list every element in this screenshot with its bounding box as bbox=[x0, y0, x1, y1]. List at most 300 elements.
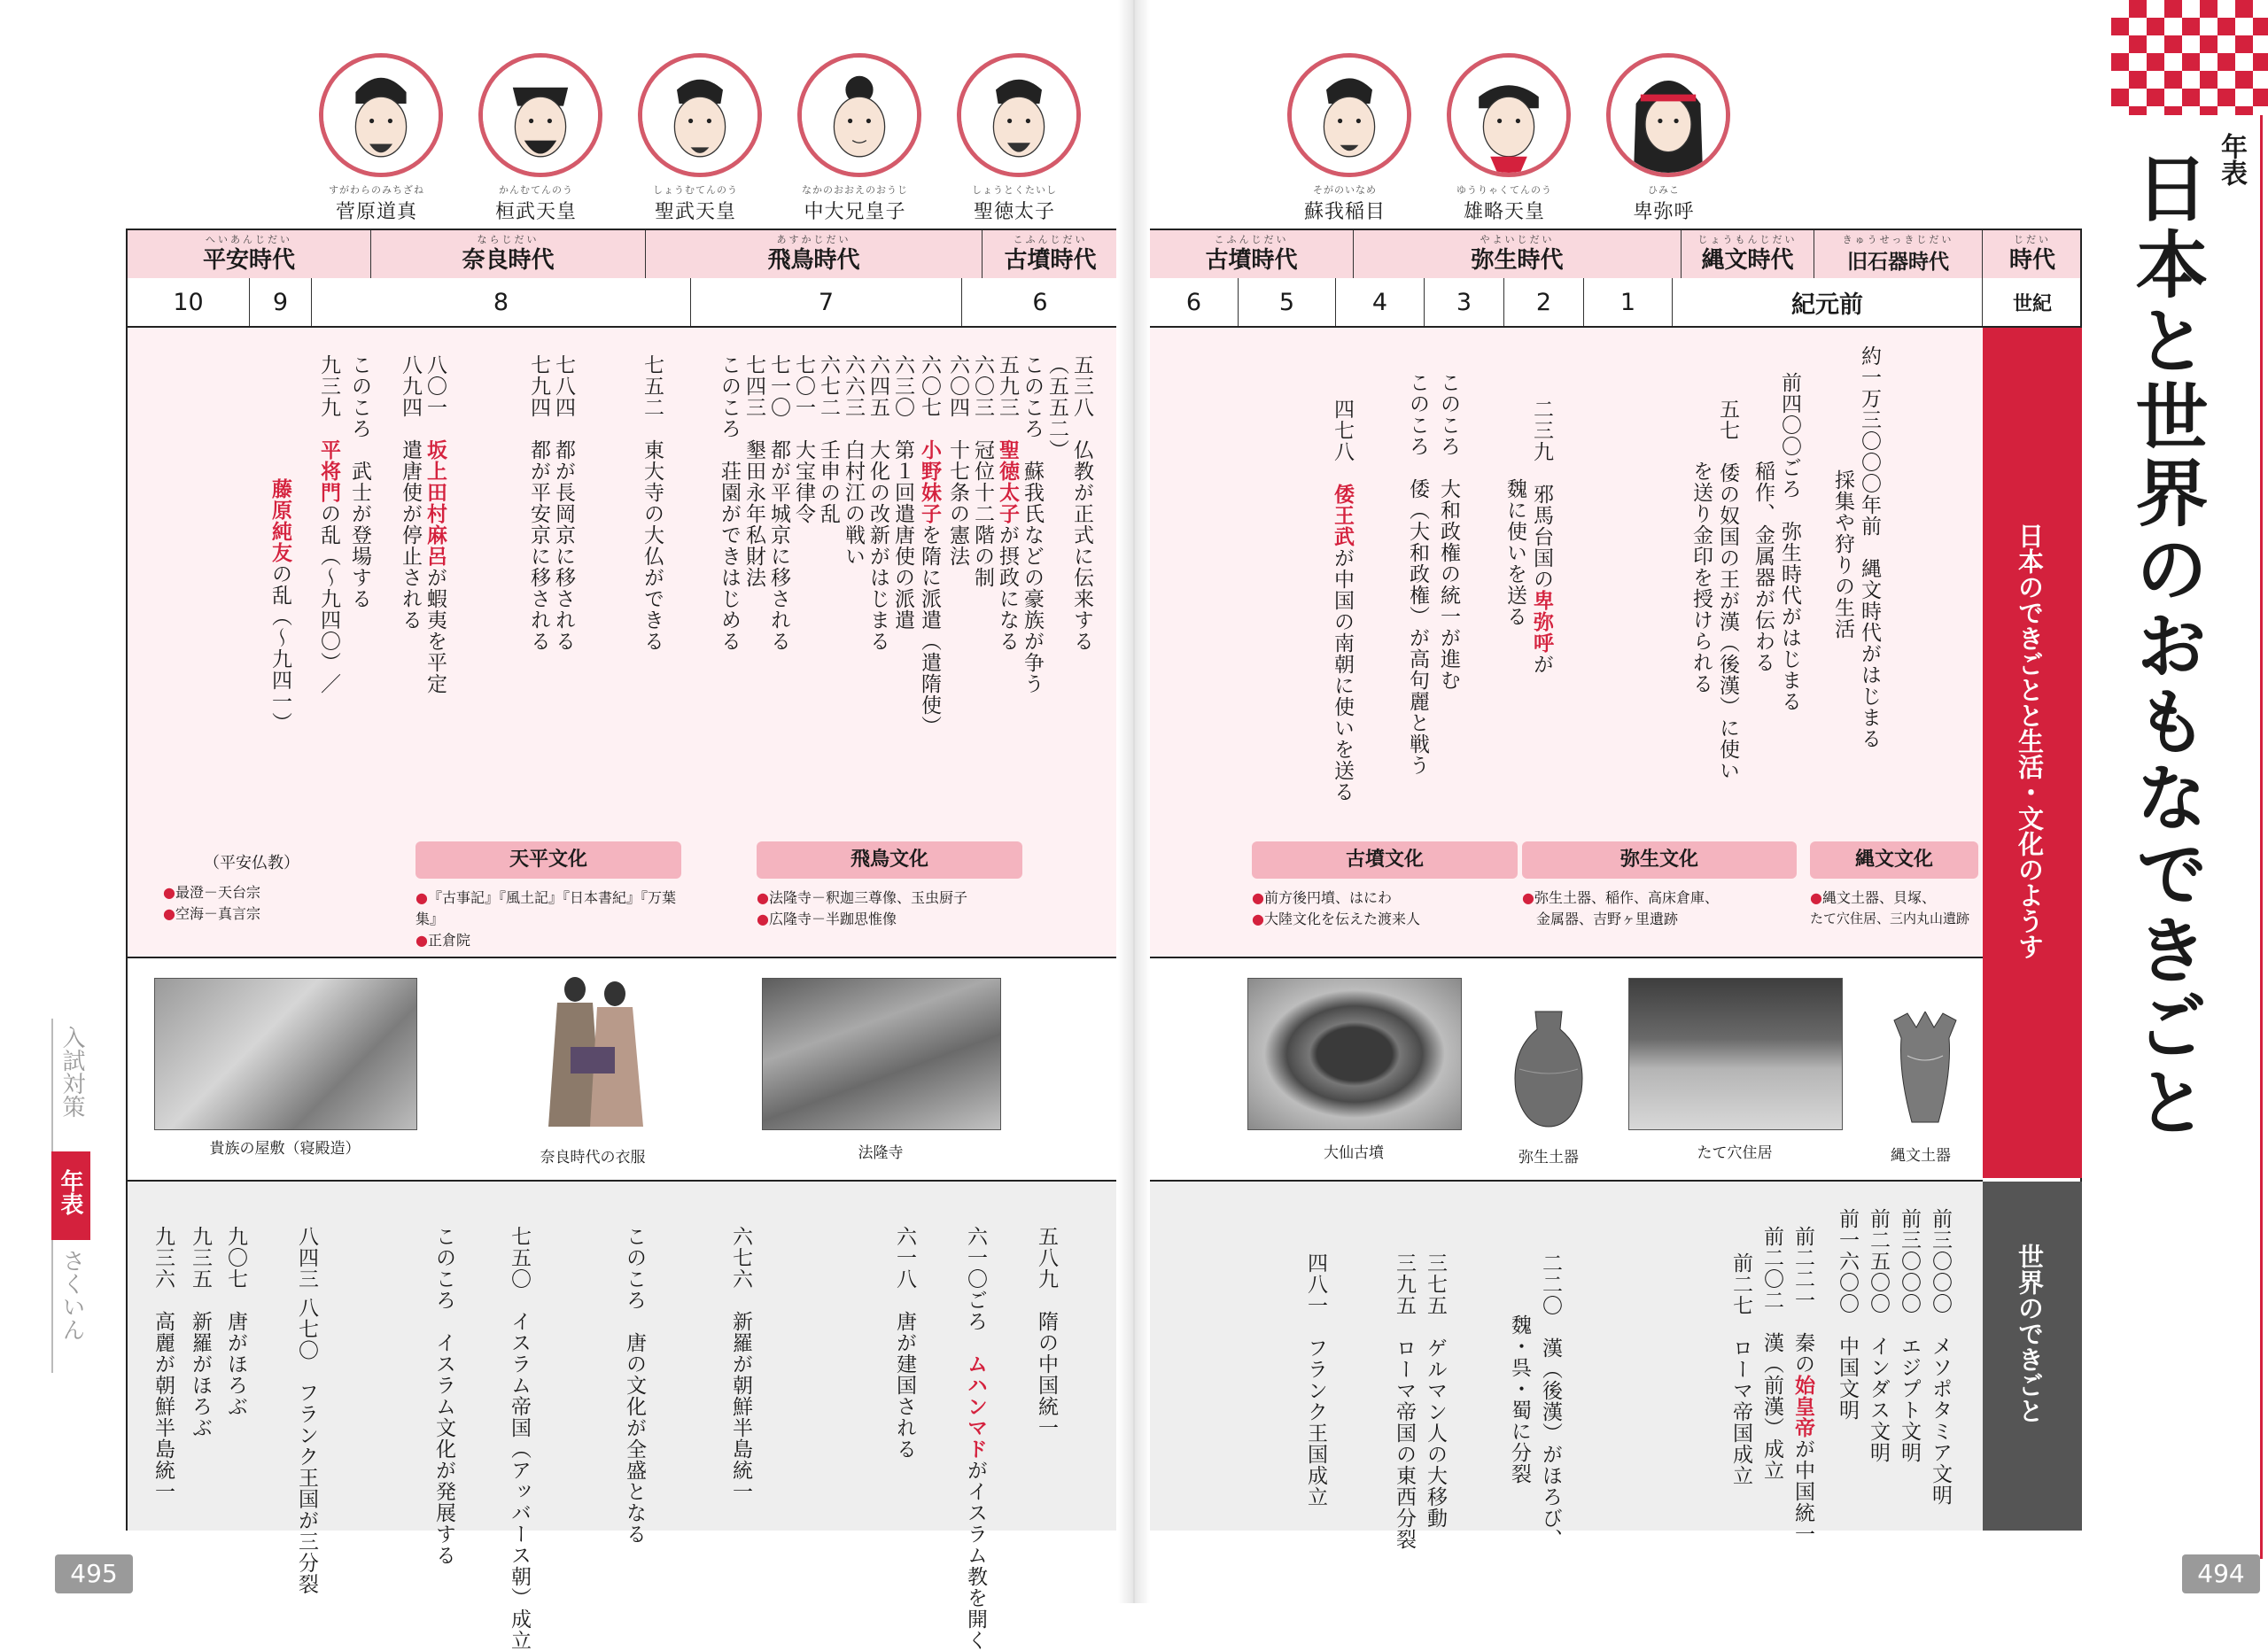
event-highlight: 倭王武 bbox=[1331, 484, 1354, 547]
event-text: 仏教が正式に伝来する bbox=[1070, 439, 1093, 652]
portrait-ruby: そがのいなめ bbox=[1313, 184, 1377, 196]
left-page bbox=[0, 0, 1118, 1651]
century-label: 世紀 bbox=[2012, 292, 2052, 315]
event-text: インダス文明 bbox=[1867, 1336, 1890, 1463]
era-label: 時代 bbox=[2008, 247, 2055, 274]
event-text: 倭の奴国の王が漢（後漢）に使い bbox=[1716, 462, 1739, 781]
portrait-face bbox=[478, 53, 602, 177]
side-tab-label: 入試対策 bbox=[58, 1026, 85, 1118]
culture-item-text: 弥生土器、稲作、高床倉庫、 bbox=[1534, 889, 1719, 906]
event-highlight: 卑弥呼 bbox=[1530, 590, 1553, 654]
event-801 bbox=[424, 354, 445, 694]
era-label: 旧石器時代 bbox=[1847, 251, 1949, 274]
event-year: 六〇三 bbox=[971, 354, 994, 418]
photo-caption: 貴族の屋敷（寝殿造） bbox=[209, 1140, 361, 1158]
culture-title: 弥生文化 bbox=[1522, 841, 1797, 879]
century-1: 1 bbox=[1584, 278, 1673, 326]
portrait-name: 卑弥呼 bbox=[1633, 201, 1695, 223]
event-shoen bbox=[718, 354, 739, 652]
event-year: 九三六 bbox=[151, 1226, 175, 1290]
culture-item: ●前方後円墳、はにわ bbox=[1252, 889, 1392, 906]
portrait-ruby: かんむてんのう bbox=[499, 184, 573, 196]
culture-item-text: 大陸文化を伝えた渡来人 bbox=[1263, 911, 1420, 927]
event-year: 七五〇 bbox=[508, 1226, 531, 1290]
portrait-ruby: すがわらのみちざね bbox=[329, 184, 424, 196]
portrait-soga bbox=[1287, 53, 1411, 224]
portrait-himiko bbox=[1606, 53, 1730, 224]
event-text: 都が長岡京に移される bbox=[552, 439, 575, 652]
event-year: （五五二） bbox=[1045, 354, 1068, 461]
culture-item-text: 広隆寺－半跏思惟像 bbox=[768, 911, 897, 927]
world-events-section bbox=[128, 1182, 1116, 1651]
event-year: 前三〇〇〇 bbox=[1929, 1208, 1952, 1314]
event-year: 三九五 bbox=[1393, 1252, 1416, 1316]
photo-jomon-pot bbox=[1885, 1012, 1965, 1127]
event-239-b bbox=[1504, 478, 1525, 627]
culture-title: 古墳文化 bbox=[1252, 841, 1518, 879]
portrait-name: 聖武天皇 bbox=[654, 201, 736, 223]
culture-item-text: 前方後円墳、はにわ bbox=[1263, 889, 1392, 906]
era-band bbox=[128, 230, 1116, 280]
era-label: 弥生時代 bbox=[1471, 247, 1564, 274]
title-column bbox=[2111, 0, 2268, 1603]
century-6: 6 bbox=[1032, 288, 1048, 316]
event-701 bbox=[793, 354, 813, 524]
event-939 bbox=[318, 354, 338, 694]
photo-caption: 大仙古墳 bbox=[1324, 1144, 1384, 1162]
event-year: 三七五 bbox=[1424, 1252, 1447, 1316]
timeline-frame bbox=[1150, 229, 2082, 1550]
culture-item-text: 金属器、吉野ヶ里遺跡 bbox=[1536, 911, 1679, 927]
portrait-name: 蘇我稲目 bbox=[1303, 201, 1386, 223]
event-text: が中国統一 bbox=[1791, 1438, 1814, 1545]
event-text: が中国の南朝に使いを送る bbox=[1331, 547, 1354, 802]
event-yayoi-start bbox=[1779, 372, 1799, 712]
event-text: を送り金印を授けられる bbox=[1689, 461, 1713, 694]
century-3: 3 bbox=[1425, 278, 1504, 326]
culture-tenpyo bbox=[416, 841, 681, 951]
event-603 bbox=[972, 354, 992, 588]
event-text: 新羅が朝鮮半島統一 bbox=[729, 1311, 752, 1502]
event-year: 五九三 bbox=[996, 354, 1019, 418]
world-columns bbox=[1150, 1208, 1983, 1550]
title-small: 年表 bbox=[2216, 133, 2247, 186]
portrait-name: 菅原道真 bbox=[335, 201, 417, 223]
world-bar-label: 世界のできごと bbox=[2015, 1244, 2045, 1423]
era-ruby: ならじだい bbox=[477, 234, 540, 245]
event-text: メソポタミア文明 bbox=[1929, 1336, 1952, 1506]
event-text: 秦の bbox=[1791, 1332, 1814, 1375]
photo-caption: たて穴住居 bbox=[1697, 1144, 1773, 1162]
era-ruby: へいあんじだい bbox=[206, 234, 292, 245]
side-tab-nenpyo[interactable] bbox=[51, 1151, 90, 1240]
event-text: イスラム帝国（アッバース朝）成立 bbox=[508, 1311, 531, 1651]
portrait-row bbox=[1287, 53, 1748, 221]
era-label: 古墳時代 bbox=[1004, 247, 1097, 274]
era-ruby: きゅうせっきじだい bbox=[1842, 234, 1954, 245]
event-highlight: 聖徳太子 bbox=[996, 439, 1019, 524]
century-10: 10 bbox=[128, 278, 250, 326]
portrait-face bbox=[797, 53, 921, 177]
culture-item: ●最澄－天台宗 bbox=[163, 884, 260, 901]
event-text: 遣唐使が停止される bbox=[399, 439, 422, 631]
culture-item-text: 『古事記』『風土記』『日本書紀』『万葉集』 bbox=[416, 889, 676, 927]
event-text: 壬申の乱 bbox=[817, 439, 840, 524]
event-794 bbox=[528, 354, 548, 652]
event-645 bbox=[867, 354, 888, 652]
event-478 bbox=[1332, 399, 1352, 802]
event-year: このころ bbox=[718, 354, 741, 439]
photo-section bbox=[128, 958, 1116, 1182]
event-inasaku bbox=[1752, 461, 1773, 673]
portrait-face bbox=[638, 53, 762, 177]
world-bar bbox=[1983, 1182, 2082, 1531]
era-label: 古墳時代 bbox=[1205, 247, 1298, 274]
portrait-row bbox=[319, 53, 1099, 221]
event-text: フランク王国成立 bbox=[1304, 1337, 1327, 1508]
event-text: 採集や狩りの生活 bbox=[1831, 469, 1854, 639]
event-year: 七八四 bbox=[552, 354, 575, 418]
world-tang bbox=[624, 1226, 644, 1545]
world-han bbox=[1761, 1226, 1782, 1481]
portrait-ruby: なかのおおえのおうじ bbox=[802, 184, 908, 196]
era-label: 縄文時代 bbox=[1701, 247, 1794, 274]
era-ruby: こふんじだい bbox=[1013, 234, 1088, 245]
japan-events-section bbox=[1150, 328, 2080, 958]
culture-item: ●大陸文化を伝えた渡来人 bbox=[1252, 911, 1420, 927]
world-indus bbox=[1868, 1208, 1888, 1463]
world-220 bbox=[1540, 1252, 1560, 1550]
book-gutter bbox=[1118, 0, 1150, 1603]
japan-events-section bbox=[128, 328, 1116, 958]
event-highlight: ムハンマド bbox=[964, 1353, 987, 1460]
culture-item-text: 正倉院 bbox=[427, 932, 470, 949]
right-page bbox=[1150, 0, 2268, 1603]
era-kofun bbox=[1150, 230, 1354, 278]
event-text: 魏・呉・蜀に分裂 bbox=[1508, 1314, 1531, 1484]
era-ruby: じょうもんじだい bbox=[1697, 234, 1798, 245]
event-bushi bbox=[349, 354, 369, 609]
event-text: 中国文明 bbox=[1836, 1336, 1859, 1421]
culture-item-text: 最澄－天台宗 bbox=[175, 884, 260, 901]
event-jomon-start bbox=[1859, 345, 1879, 749]
century-5: 5 bbox=[1239, 278, 1336, 326]
event-text: 隋の中国統一 bbox=[1035, 1311, 1058, 1438]
side-tab-label: 年表 bbox=[57, 1169, 83, 1215]
culture-jomon bbox=[1810, 841, 1978, 929]
portrait-ruby: ゆうりゃくてんのう bbox=[1456, 184, 1552, 196]
portrait-face bbox=[1447, 53, 1571, 177]
photo-caption: 縄文土器 bbox=[1891, 1147, 1951, 1165]
event-highlight: 藤原純友 bbox=[268, 478, 291, 563]
event-year: 二三九 bbox=[1530, 399, 1553, 462]
event-year: 六七二 bbox=[817, 354, 840, 418]
event-894 bbox=[400, 354, 420, 631]
event-year: 七五二 bbox=[641, 354, 664, 418]
event-year: 前二〇二 bbox=[1760, 1226, 1783, 1311]
event-year: 七一〇 bbox=[767, 354, 790, 418]
portrait-face bbox=[957, 53, 1081, 177]
era-header bbox=[1983, 230, 2082, 278]
event-year: 七四三 bbox=[742, 354, 765, 418]
world-843 bbox=[296, 1226, 316, 1594]
event-year: 九三五 bbox=[189, 1226, 212, 1290]
event-year: 六七六 bbox=[729, 1226, 752, 1290]
japan-bar bbox=[1983, 328, 2082, 1178]
century-8: 8 bbox=[312, 278, 691, 326]
portrait-name: 聖徳太子 bbox=[973, 201, 1055, 223]
culture-heian bbox=[163, 850, 340, 925]
checker-pattern bbox=[2111, 0, 2268, 115]
photo-horyuji bbox=[762, 978, 1001, 1130]
event-text: イスラム文化が発展する bbox=[432, 1332, 455, 1566]
culture-item-text: 法隆寺－釈迦三尊像、玉虫厨子 bbox=[768, 889, 967, 906]
event-text: 漢（前漢）成立 bbox=[1760, 1332, 1783, 1481]
event-239 bbox=[1531, 399, 1551, 675]
world-qin bbox=[1792, 1226, 1813, 1545]
event-text: 白村江の戦い bbox=[842, 439, 865, 567]
event-jomon-life bbox=[1832, 469, 1852, 639]
world-936 bbox=[152, 1226, 173, 1502]
event-text: 都が平城京に移される bbox=[767, 439, 790, 652]
photo-caption: 法隆寺 bbox=[858, 1144, 904, 1162]
portrait-name: 桓武天皇 bbox=[494, 201, 577, 223]
event-year: 八九四 bbox=[399, 354, 422, 418]
era-label: 奈良時代 bbox=[462, 247, 555, 274]
world-589 bbox=[1036, 1226, 1056, 1438]
event-text: 第１回遣唐使の派遣 bbox=[891, 439, 914, 631]
side-tab-label: さくいん bbox=[58, 1249, 85, 1341]
event-538-sub bbox=[1046, 354, 1067, 461]
event-year: 八〇一 bbox=[423, 354, 447, 418]
portrait-name: 雄略天皇 bbox=[1463, 201, 1545, 223]
era-label: 平安時代 bbox=[202, 247, 295, 274]
side-tab-nyushi[interactable] bbox=[51, 1019, 92, 1151]
event-highlight: 平将門 bbox=[317, 439, 340, 503]
event-752 bbox=[641, 354, 662, 652]
page-title: 日本と世界のおもなできごと bbox=[2124, 151, 2208, 1141]
photo-nara-clothes bbox=[535, 967, 650, 1131]
event-highlight: 始皇帝 bbox=[1791, 1375, 1814, 1438]
event-year: 前四〇〇ごろ bbox=[1778, 372, 1801, 500]
world-676 bbox=[730, 1226, 750, 1502]
era-nara bbox=[371, 230, 646, 278]
event-939-b bbox=[269, 478, 290, 733]
century-4: 4 bbox=[1336, 278, 1425, 326]
event-year: 六〇四 bbox=[946, 354, 969, 418]
portrait-shomu bbox=[638, 53, 762, 224]
event-text: 冠位十二階の制 bbox=[971, 439, 994, 588]
event-year: このころ bbox=[623, 1226, 646, 1311]
event-year: このころ bbox=[432, 1226, 455, 1311]
event-text: 大和政権の統一が進む bbox=[1437, 478, 1460, 691]
era-kofun bbox=[983, 230, 1118, 278]
event-text: 漢（後漢）がほろび、 bbox=[1539, 1337, 1562, 1550]
event-text: 東大寺の大仏ができる bbox=[641, 439, 664, 652]
culture-item: ●法隆寺－釈迦三尊像、玉虫厨子 bbox=[757, 889, 967, 906]
world-china bbox=[1837, 1208, 1857, 1421]
portrait-ruby: しょうとくたいし bbox=[972, 184, 1057, 196]
event-text: の乱（〜九四〇）／ bbox=[317, 503, 340, 694]
event-text: 高麗が朝鮮半島統一 bbox=[151, 1311, 175, 1502]
event-year: 七九四 bbox=[527, 354, 550, 418]
event-784 bbox=[553, 354, 573, 652]
century-2: 2 bbox=[1504, 278, 1584, 326]
century-band bbox=[1150, 278, 2080, 328]
world-rome bbox=[1730, 1252, 1751, 1486]
event-text: エジプト文明 bbox=[1898, 1336, 1921, 1463]
era-label: 飛鳥時代 bbox=[767, 247, 860, 274]
culture-title: 天平文化 bbox=[416, 841, 681, 879]
culture-item bbox=[1810, 909, 1978, 929]
world-481 bbox=[1305, 1252, 1325, 1508]
world-618 bbox=[894, 1226, 914, 1460]
event-672 bbox=[818, 354, 838, 524]
world-columns bbox=[128, 1226, 1116, 1651]
event-year: 五七 bbox=[1716, 399, 1739, 441]
page-number: 494 bbox=[2182, 1554, 2260, 1593]
photo-section bbox=[1150, 958, 1983, 1182]
world-meso bbox=[1930, 1208, 1950, 1506]
culture-title: 縄文文化 bbox=[1810, 841, 1978, 879]
culture-asuka bbox=[757, 841, 1022, 930]
portrait-nakanooe bbox=[797, 53, 921, 224]
portrait-ruby: しょうむてんのう bbox=[653, 184, 738, 196]
world-395 bbox=[1394, 1252, 1414, 1550]
photo-yayoi-pot bbox=[1509, 1007, 1588, 1131]
event-text: 魏に使いを送る bbox=[1503, 478, 1526, 627]
event-year: 八四三 八七〇 bbox=[295, 1226, 318, 1361]
culture-item: ●正倉院 bbox=[416, 932, 470, 949]
event-year: 四七八 bbox=[1331, 399, 1354, 462]
portrait-yuryaku bbox=[1447, 53, 1571, 224]
culture-item-text: たて穴住居、三内丸山遺跡 bbox=[1810, 911, 1970, 926]
event-year: 七〇一 bbox=[792, 354, 815, 418]
japan-bar-label: 日本のできごとと生活・文化のようす bbox=[2015, 523, 2045, 959]
event-year: 四八一 bbox=[1304, 1252, 1327, 1316]
event-year: 六四五 bbox=[866, 354, 889, 418]
century-band bbox=[128, 278, 1116, 328]
event-highlight: 小野妹子 bbox=[918, 439, 941, 524]
event-text: ゲルマン人の大移動 bbox=[1424, 1337, 1447, 1529]
event-highlight: 坂上田村麻呂 bbox=[423, 439, 447, 567]
event-text: 縄文時代がはじまる bbox=[1858, 558, 1881, 749]
event-year: 約一万三〇〇〇年前 bbox=[1858, 345, 1881, 537]
event-text: 蘇我氏などの豪族が争う bbox=[1021, 461, 1044, 694]
portrait-name: 中大兄皇子 bbox=[804, 201, 906, 223]
event-text: 都が平安京に移される bbox=[527, 439, 550, 652]
event-year: 二二〇 bbox=[1539, 1252, 1562, 1316]
photo-tateana bbox=[1628, 978, 1843, 1130]
event-text: ローマ帝国の東西分裂 bbox=[1393, 1337, 1416, 1550]
event-sogashi bbox=[1021, 354, 1042, 694]
side-tab-sakuin[interactable] bbox=[51, 1240, 92, 1373]
event-columns bbox=[1150, 345, 1983, 824]
event-630 bbox=[892, 354, 913, 631]
era-asuka bbox=[646, 230, 983, 278]
event-year: このころ bbox=[1021, 354, 1044, 439]
culture-item bbox=[1522, 909, 1797, 930]
era-jomon bbox=[1682, 230, 1814, 278]
culture-item: ●広隆寺－半跏思惟像 bbox=[757, 911, 897, 927]
portrait-kanmu bbox=[478, 53, 602, 224]
world-islam bbox=[433, 1226, 454, 1566]
event-year: 前三〇〇〇 bbox=[1898, 1208, 1921, 1314]
century-9: 9 bbox=[250, 278, 312, 326]
world-220-b bbox=[1509, 1314, 1529, 1484]
world-750 bbox=[509, 1226, 529, 1651]
culture-item: ●『古事記』『風土記』『日本書紀』『万葉集』 bbox=[416, 889, 676, 927]
event-607 bbox=[919, 354, 939, 737]
event-year: 九三九 bbox=[317, 354, 340, 418]
event-year: 六一〇ごろ bbox=[964, 1226, 987, 1332]
world-907 bbox=[225, 1226, 245, 1417]
event-text: 唐がほろぶ bbox=[224, 1311, 247, 1417]
timeline-frame bbox=[126, 229, 1116, 1651]
event-text: が bbox=[1530, 654, 1553, 675]
portrait-face bbox=[1287, 53, 1411, 177]
event-year: このころ bbox=[1406, 372, 1429, 457]
world-935 bbox=[190, 1226, 210, 1438]
portrait-face bbox=[319, 53, 443, 177]
culture-item: ●縄文土器、貝塚、 bbox=[1810, 889, 1936, 906]
culture-item: ●弥生土器、稲作、高床倉庫、 bbox=[1522, 889, 1719, 906]
event-year: 五三八 bbox=[1070, 354, 1093, 418]
culture-item-text: 縄文土器、貝塚、 bbox=[1821, 889, 1936, 906]
event-year: このころ bbox=[1437, 372, 1460, 457]
era-ruby: あすかじだい bbox=[776, 234, 851, 245]
event-57-b bbox=[1690, 461, 1711, 694]
photo-caption: 奈良時代の衣服 bbox=[540, 1149, 646, 1167]
event-year: 前一六〇〇 bbox=[1836, 1208, 1859, 1314]
century-6: 6 bbox=[1150, 278, 1239, 326]
event-text: 稲作、金属器が伝わる bbox=[1751, 461, 1775, 673]
event-text: 武士が登場する bbox=[348, 461, 371, 609]
event-text: 大宝律令 bbox=[792, 439, 815, 524]
event-year: 六一八 bbox=[893, 1226, 916, 1290]
event-710 bbox=[768, 354, 788, 652]
culture-title: 飛鳥文化 bbox=[757, 841, 1022, 879]
era-heian bbox=[128, 230, 371, 278]
event-year: 前二二一 bbox=[1791, 1226, 1814, 1311]
event-743 bbox=[743, 354, 764, 588]
event-year: 六〇七 bbox=[918, 354, 941, 418]
culture-title: （平安仏教） bbox=[204, 854, 299, 872]
event-year: 五八九 bbox=[1035, 1226, 1058, 1290]
title-rule bbox=[2260, 115, 2263, 1559]
event-columns bbox=[128, 354, 1116, 815]
event-year: 前二七 bbox=[1729, 1252, 1752, 1316]
culture-item-text: 空海－真言宗 bbox=[175, 905, 260, 922]
event-604 bbox=[947, 354, 967, 567]
photo-shinden bbox=[154, 978, 417, 1130]
event-593 bbox=[997, 354, 1017, 652]
event-text: 邪馬台国の bbox=[1530, 484, 1553, 590]
event-text: 新羅がほろぶ bbox=[189, 1311, 212, 1438]
culture-yayoi bbox=[1522, 841, 1797, 930]
world-610 bbox=[965, 1226, 985, 1651]
event-text: が蝦夷を平定 bbox=[423, 567, 447, 694]
culture-item: ●空海－真言宗 bbox=[163, 905, 260, 922]
culture-kofun bbox=[1252, 841, 1518, 930]
event-text: 墾田永年私財法 bbox=[742, 439, 765, 588]
event-text: 十七条の憲法 bbox=[946, 439, 969, 567]
event-text: 唐の文化が全盛となる bbox=[623, 1332, 646, 1545]
event-text: 大化の改新がはじまる bbox=[866, 439, 889, 652]
century-kigen: 紀元前 bbox=[1673, 278, 1983, 326]
event-text: が摂政になる bbox=[996, 524, 1019, 652]
era-yayoi bbox=[1354, 230, 1682, 278]
